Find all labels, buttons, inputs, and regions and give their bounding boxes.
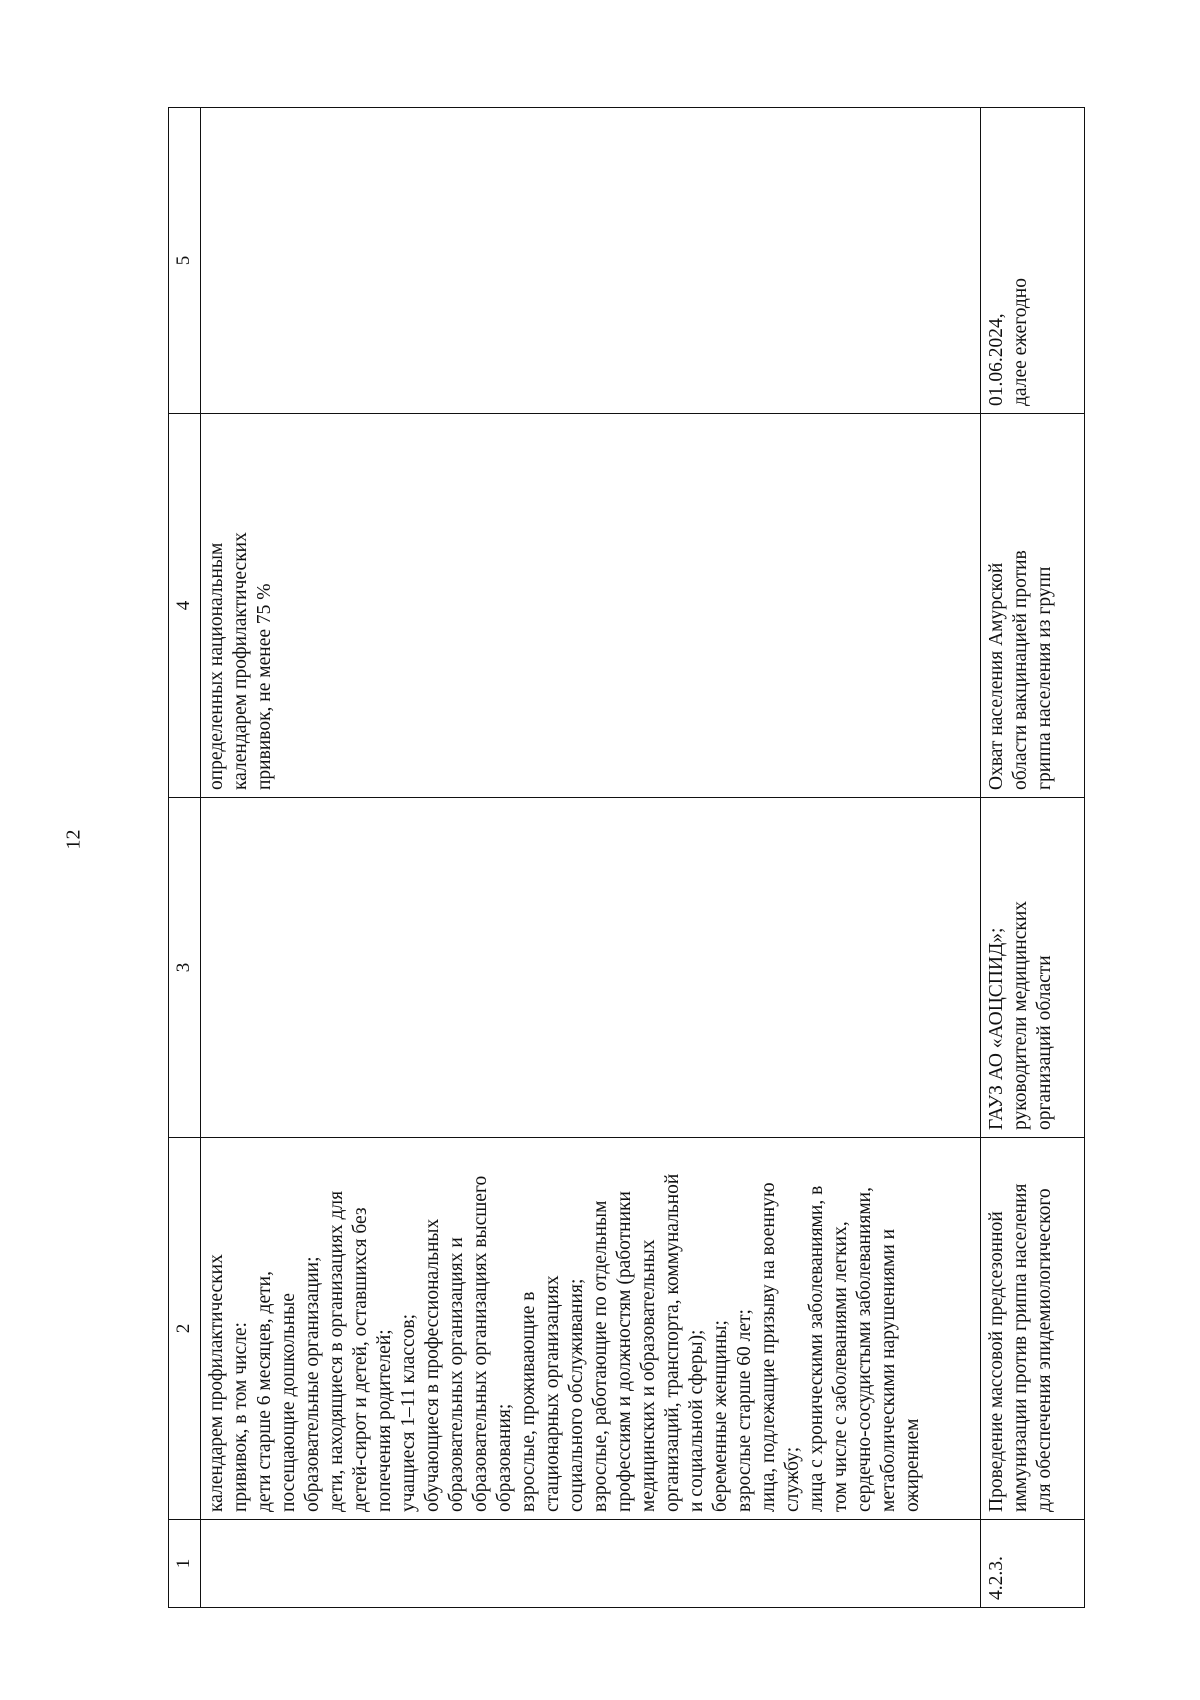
cell-text-line: ГАУЗ АО «АОЦСПИД»; [986,927,1007,1130]
cell-text-line: сердечно-сосудистыми заболеваниями, [853,1187,875,1512]
responsible-executors [981,798,1085,1138]
cell-text-line: иммунизации против гриппа населения [1009,1183,1031,1512]
cell-text-line: организаций области [1033,955,1055,1130]
cell-text-line: социального обслуживания; [565,1278,587,1512]
cell-text-line: стационарных организациях [541,1275,563,1512]
target-indicator [981,414,1085,798]
cell-text-line: том числе с заболеваниями легких, [829,1221,851,1512]
table-header-row [169,108,201,1608]
cell-text-line: дети, находящиеся в организациях для [325,1190,347,1512]
header-col-4: 4 [169,414,201,798]
cell-text-line: взрослые, проживающие в [517,1291,539,1512]
cell-text-line: лица с хроническими заболеваниями, в [805,1185,827,1512]
deadline [201,108,981,414]
cell-text-line: прививок, не менее 75 % [253,583,275,790]
cell-text-line: области вакцинацией против [1009,550,1031,790]
row-number [201,1520,981,1608]
cell-text-line: 01.06.2024, [986,313,1007,406]
cell-text-line: образовательные организации; [301,1256,323,1512]
cell-text-line: организаций, транспорта, коммунальной [661,1173,683,1512]
rotated-table-frame [168,108,1084,1608]
cell-text-line: гриппа населения из групп [1033,566,1055,790]
header-col-3: 3 [169,798,201,1138]
header-col-5: 5 [169,108,201,414]
table-row [201,108,981,1608]
header-col-2: 2 [169,1138,201,1520]
cell-text-line: далее ежегодно [1009,278,1031,406]
cell-text-line: календарем профилактических [229,532,251,790]
cell-text-line: посещающие дошкольные [277,1293,299,1512]
responsible-executors [201,798,981,1138]
cell-text-line: Проведение массовой предсезонной [986,1211,1007,1512]
cell-text-line: образовательных организациях и [445,1237,467,1512]
cell-text-line: учащиеся 1–11 классов; [397,1314,419,1512]
cell-text-line: дети старше 6 месяцев, дети, [253,1271,275,1512]
header-col-1: 1 [169,1520,201,1608]
cell-text-line: календарем профилактических [206,1254,227,1512]
cell-text-line: руководители медицинских [1009,900,1031,1130]
deadline [981,108,1085,414]
measures-table [168,107,1085,1608]
row-number: 4.2.3. [981,1520,1085,1608]
cell-text-line: взрослые старше 60 лет; [733,1309,755,1512]
target-indicator [201,414,981,798]
cell-text-line: для обеспечения эпидемиологического [1033,1188,1055,1512]
cell-text-line: лица, подлежащие призыву на военную [757,1182,779,1512]
measure-description [201,1138,981,1520]
table-row [981,108,1085,1608]
cell-text-line: метаболическими нарушениями и [877,1228,899,1512]
cell-text-line: профессиям и должностям (работники [613,1191,635,1512]
cell-text-line: взрослые, работающие по отдельным [589,1200,611,1512]
page-number: 12 [62,829,85,850]
cell-text-line: медицинских и образовательных [637,1239,659,1512]
cell-text-line: службу; [781,1446,803,1512]
cell-text-line: детей-сирот и детей, оставшихся без [349,1207,371,1512]
cell-text-line: Охват населения Амурской [986,562,1007,790]
cell-text-line: и социальной сферы); [685,1329,707,1512]
cell-text-line: обучающиеся в профессиональных [421,1218,443,1512]
cell-text-line: прививок, в том числе: [229,1322,251,1512]
cell-text-line: определенных национальным [206,542,227,790]
cell-text-line: образования; [493,1403,515,1512]
cell-text-line: образовательных организациях высшего [469,1175,491,1512]
cell-text-line: ожирением [901,1418,923,1512]
measure-description [981,1138,1085,1520]
cell-text-line: попечения родителей; [373,1329,395,1512]
cell-text-line: беременные женщины; [709,1320,731,1512]
table-container [168,108,1084,1608]
